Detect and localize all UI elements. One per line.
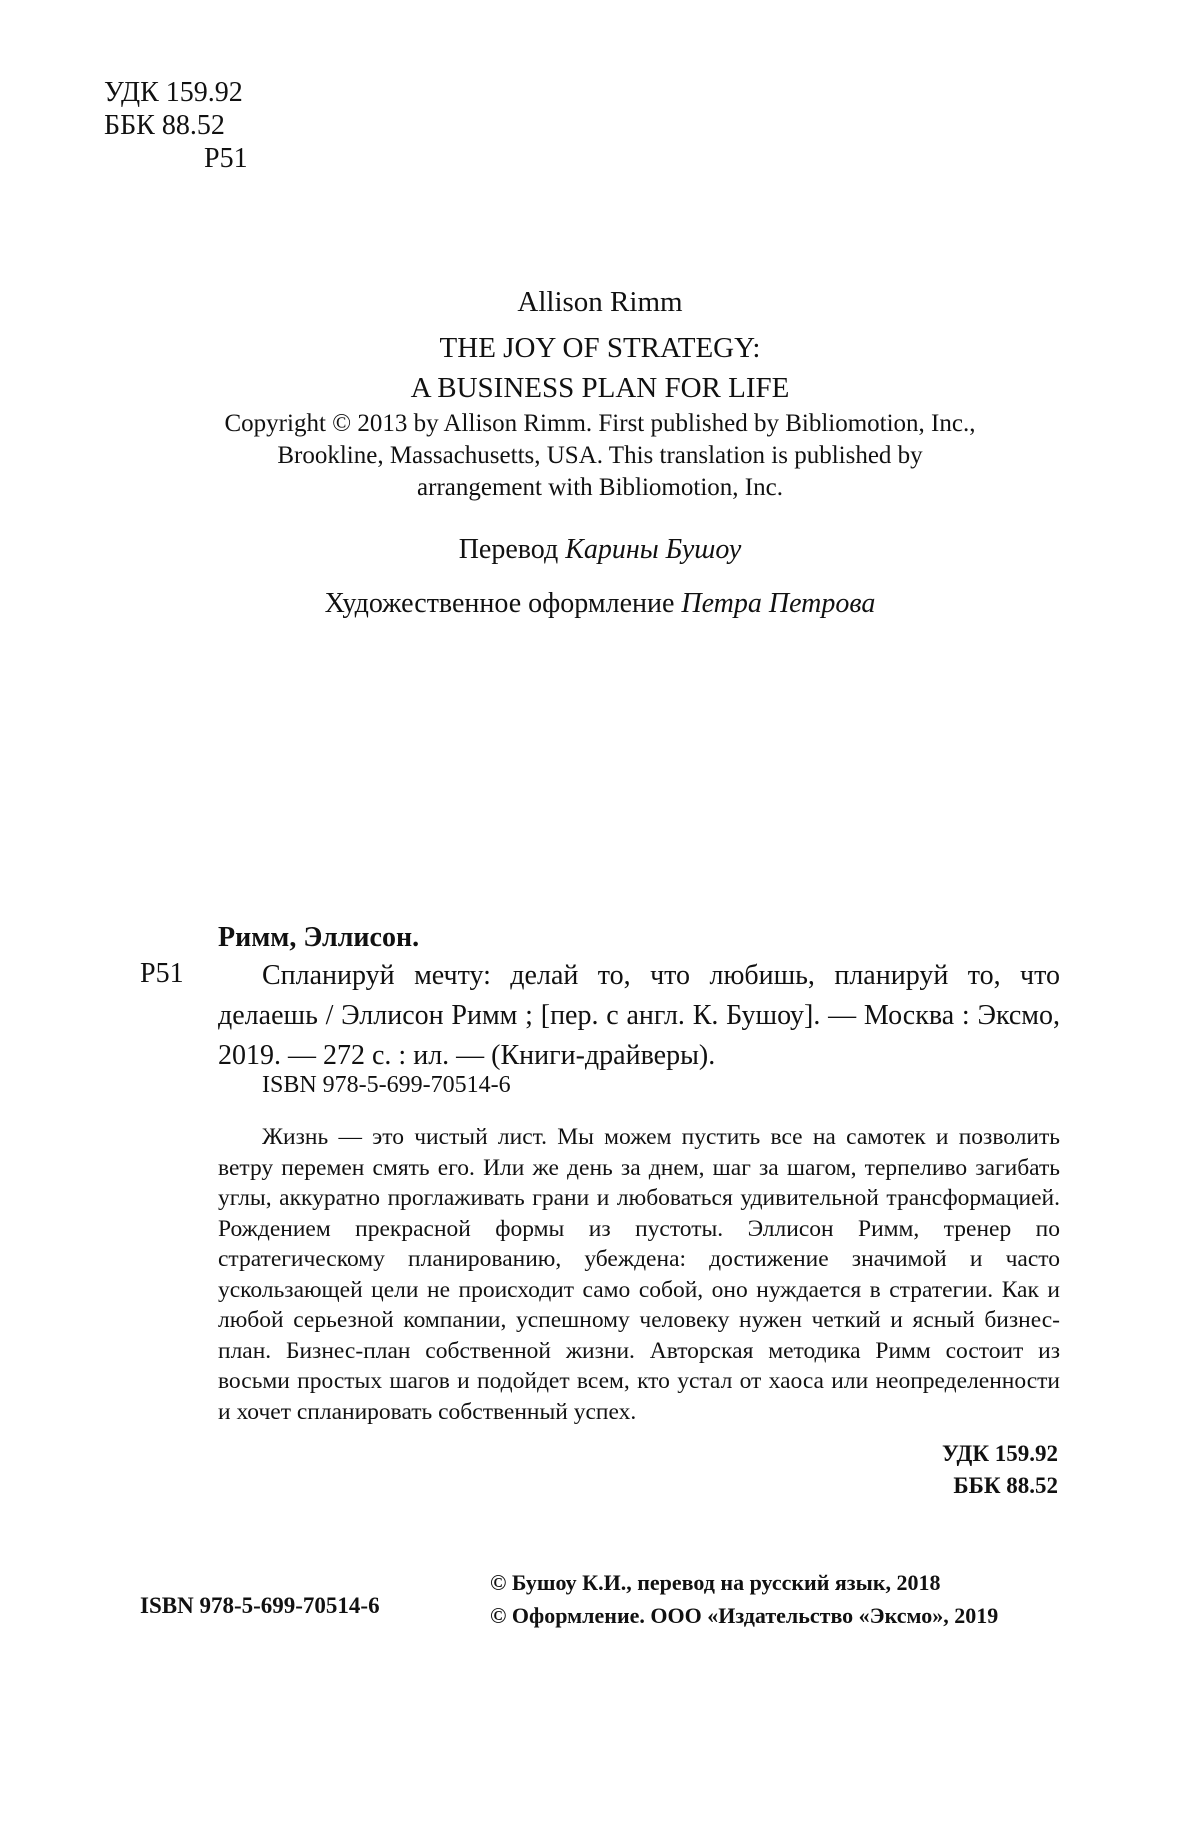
- art-credit: [0, 588, 1200, 620]
- copyright-line1: Copyright © 2013 by Allison Rimm. First published by Bibliomotion, Inc.,: [224, 410, 976, 437]
- bibliographic-code: Р51: [140, 958, 184, 989]
- bbk-code: ББК 88.52: [104, 110, 225, 141]
- bibliographic-description: Спланируй мечту: делай то, что любишь, планируй то, что делаешь / Эллисон Римм ; [пер. с англ. К. Бушоу]. — Москва : Эксмо, 2019. — 272 с. : ил. — (Книги-драйверы).: [218, 960, 1060, 1071]
- art-label: Художественное оформление: [324, 588, 675, 619]
- original-copyright: [0, 408, 1200, 504]
- original-title: [0, 328, 1200, 408]
- copyright-design: © Оформление. ООО «Издательство «Эксмо», 2019: [490, 1603, 999, 1628]
- footer-copyrights: [490, 1566, 998, 1632]
- bottom-classification-codes: [930, 1438, 1058, 1502]
- copyright-line3: arrangement with Bibliomotion, Inc.: [417, 474, 783, 501]
- bottom-udk: УДК 159.92: [941, 1441, 1058, 1466]
- translator-name: Карины Бушоу: [565, 534, 742, 565]
- footer-isbn: ISBN 978-5-699-70514-6: [140, 1593, 380, 1618]
- copyright-line2: Brookline, Massachusetts, USA. This translation is published by: [277, 442, 923, 469]
- copyright-translation: © Бушоу К.И., перевод на русский язык, 2018: [490, 1570, 941, 1595]
- udk-code: УДК 159.92: [104, 77, 243, 108]
- original-title-line2: A BUSINESS PLAN FOR LIFE: [410, 372, 790, 404]
- translator-credit: [0, 534, 1200, 566]
- art-name: Петра Петрова: [681, 588, 876, 619]
- bibliographic-isbn: ISBN 978-5-699-70514-6: [262, 1072, 511, 1098]
- original-title-line1: THE JOY OF STRATEGY:: [439, 332, 761, 364]
- original-author: Allison Rimm: [517, 286, 683, 318]
- book-annotation: Жизнь — это чистый лист. Мы можем пустить все на самотек и позволить ветру перемен смять его. Или же день за днем, шаг за шагом, терпеливо загибать углы, аккуратно проглаживать грани и любоваться удивительной трансформацией. Рождением прекрасной формы из пустоты. Эллисон Римм, тренер по стратегическому планированию, убеждена: достижение значимой и часто ускользающей цели не происходит само собой, оно нуждается в стратегии. Как и любой серьезной компании, успешному человеку нужен четкий и ясный бизнес-план. Бизнес-план собственной жизни. Авторская методика Римм состоит из восьми простых шагов и подойдет всем, кто устал от хаоса или неопределенности и хочет спланировать собственный успех.: [218, 1124, 1060, 1425]
- bibliographic-author: Римм, Эллисон.: [218, 922, 420, 953]
- translator-label: Перевод: [458, 534, 559, 565]
- bottom-bbk: ББК 88.52: [953, 1473, 1058, 1498]
- author-mark: Р51: [204, 143, 248, 174]
- top-classification-codes: [104, 76, 248, 175]
